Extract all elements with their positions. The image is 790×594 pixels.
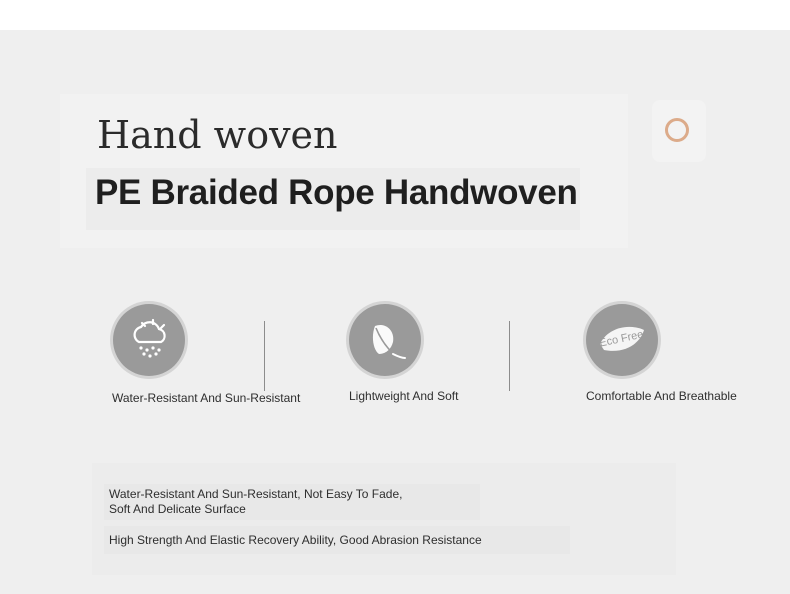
headline-secondary: PE Braided Rope Handwoven: [95, 173, 578, 212]
cloud-rain-icon: [113, 304, 185, 376]
feature-divider: [264, 321, 265, 391]
feature-label-light: Lightweight And Soft: [349, 389, 459, 403]
feature-divider: [509, 321, 510, 391]
description-line-3: High Strength And Elastic Recovery Ability, Good Abrasion Resistance: [109, 533, 482, 547]
eco-leaf-icon: [586, 304, 658, 376]
description-line-2: Soft And Delicate Surface: [109, 502, 246, 516]
feature-label-water: Water-Resistant And Sun-Resistant: [112, 391, 301, 405]
feature-label-breathable: Comfortable And Breathable: [586, 389, 737, 403]
ring-icon: [665, 118, 689, 142]
svg-text:Eco Free: Eco Free: [598, 328, 645, 350]
feather-icon: [349, 304, 421, 376]
description-line-1: Water-Resistant And Sun-Resistant, Not Easy To Fade,: [109, 487, 403, 501]
headline-primary: Hand woven: [97, 113, 338, 157]
